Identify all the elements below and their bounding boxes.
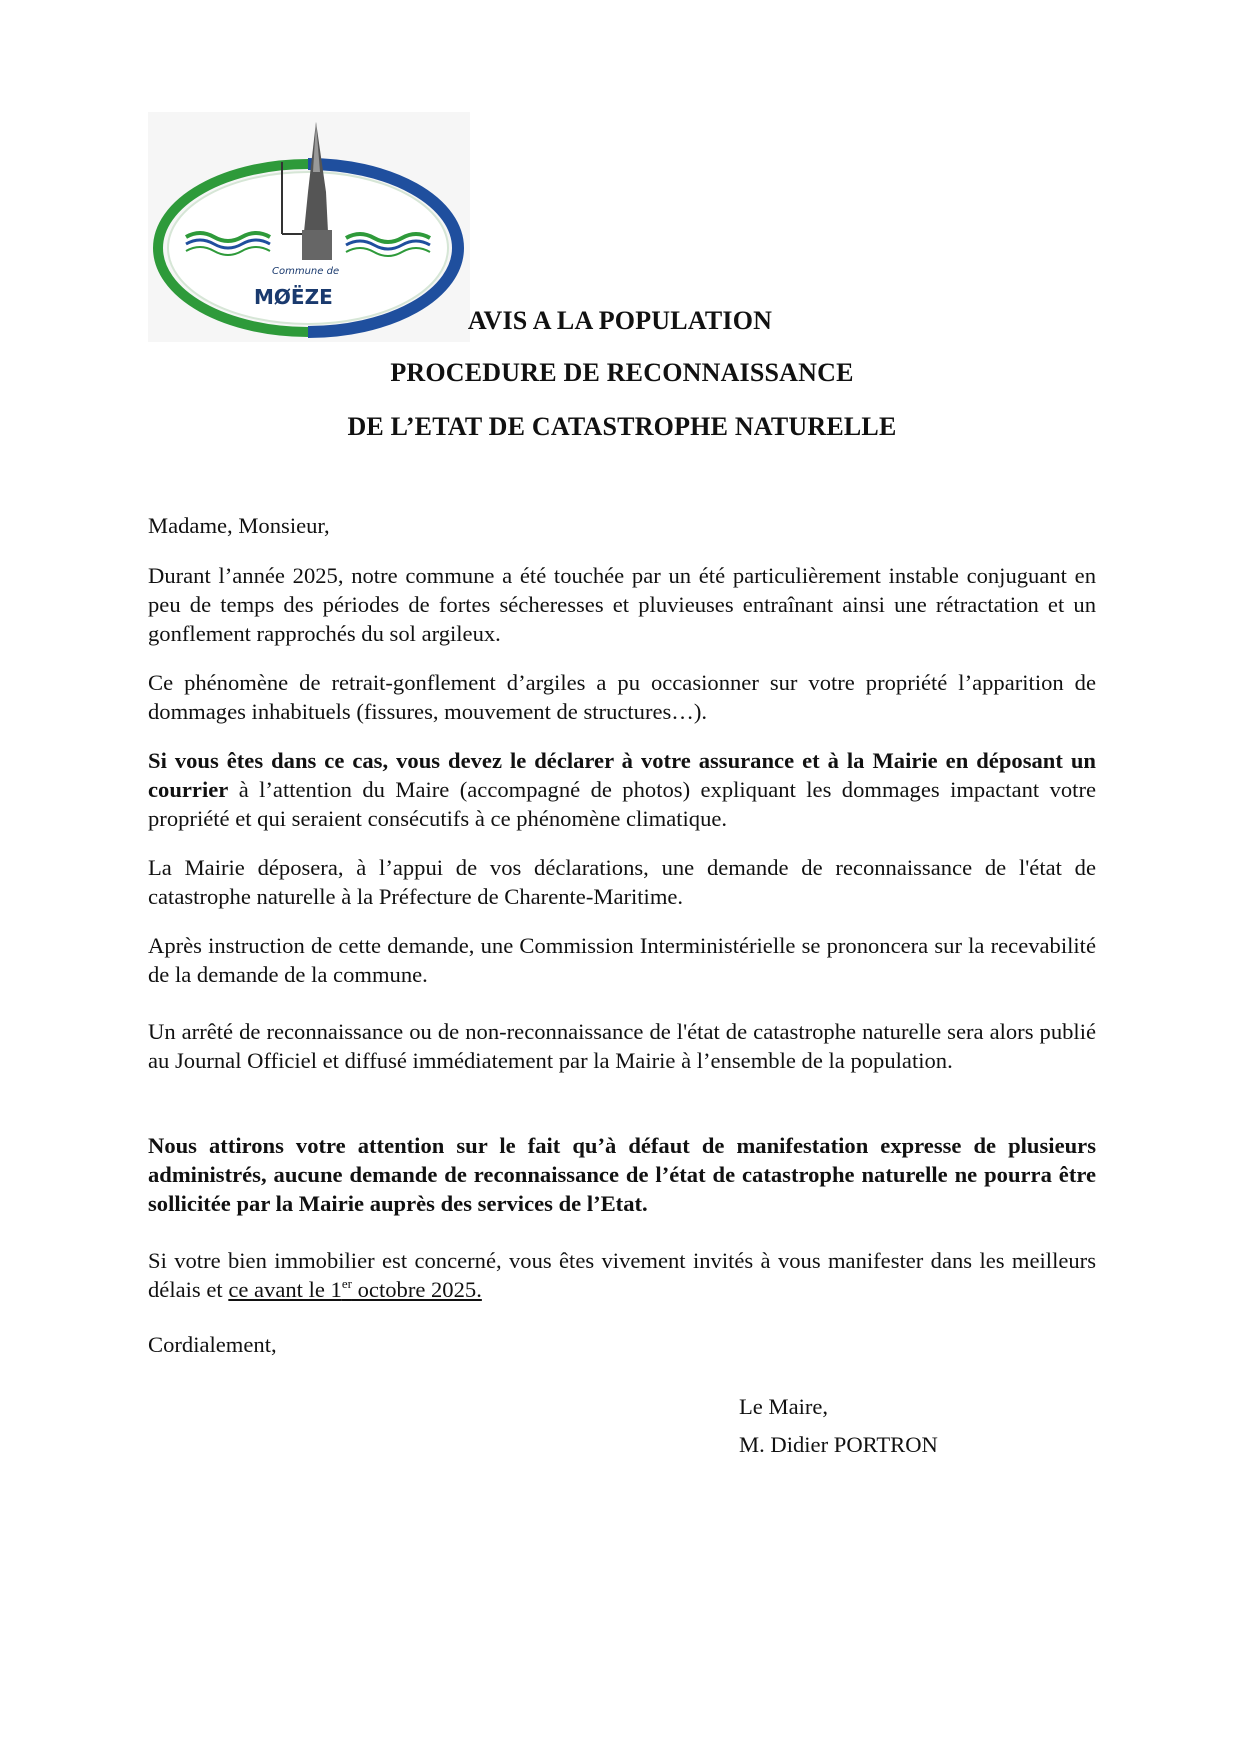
paragraph-7 [148, 1131, 1096, 1218]
logo-caption-top: Commune de [272, 266, 340, 277]
deadline-text [228, 1277, 482, 1302]
logo-caption-name: MØËZE [254, 285, 333, 309]
salutation: Madame, Monsieur, [148, 513, 330, 538]
paragraph-7-bold: Nous attirons votre attention sur le fait qu’à défaut de manifestation expresse de plusieurs administrés, aucune demande de reconnaissance de l’état de catastrophe naturelle ne pourra être sollicitée par la Mairie auprès des services de l’Etat. [148, 1133, 1096, 1216]
deadline-part-1: ce avant le 1 [228, 1277, 342, 1302]
title-line-2: PROCEDURE DE RECONNAISSANCE [390, 358, 854, 387]
title-line-3: DE L’ETAT DE CATASTROPHE NATURELLE [347, 412, 897, 441]
title-line-1: AVIS A LA POPULATION [467, 306, 773, 335]
paragraph-2: Ce phénomène de retrait-gonflement d’argiles a pu occasionner sur votre propriété l’apparition de dommages inhabituels (fissures, mouvement de structures…). [148, 670, 1096, 724]
paragraph-5: Après instruction de cette demande, une Commission Interministérielle se prononcera sur la recevabilité de la demande de la commune. [148, 933, 1096, 987]
deadline-part-2: octobre 2025. [351, 1277, 482, 1302]
paragraph-8-start: Si votre bien immobilier est concerné, vous êtes vivement invités à vous manifester dans les meilleurs délais et [148, 1248, 1096, 1302]
paragraph-3-rest: à l’attention du Maire (accompagné de photos) expliquant les dommages impactant votre propriété et qui seraient consécutifs à ce phénomène climatique. [148, 777, 1096, 831]
paragraph-3 [148, 746, 1096, 833]
paragraph-8 [148, 1246, 1096, 1304]
signature-name: M. Didier PORTRON [739, 1432, 938, 1457]
signature-role: Le Maire, [739, 1394, 829, 1419]
paragraph-6: Un arrêté de reconnaissance ou de non-reconnaissance de l'état de catastrophe naturelle sera alors publié au Journal Officiel et diffusé immédiatement par la Mairie à l’ensemble de la population. [148, 1019, 1096, 1073]
deadline-superscript: er [341, 1276, 352, 1291]
paragraph-3-bold: Si vous êtes dans ce cas, vous devez le déclarer à votre assurance et à la Mairie en déposant un courrier [148, 748, 1096, 802]
paragraph-4: La Mairie déposera, à l’appui de vos déclarations, une demande de reconnaissance de l'état de catastrophe naturelle à la Préfecture de Charente-Maritime. [148, 855, 1096, 909]
closing: Cordialement, [148, 1332, 277, 1357]
paragraph-1: Durant l’année 2025, notre commune a été touchée par un été particulièrement instable conjuguant en peu de temps des périodes de fortes sécheresses et pluvieuses entraînant ainsi une rétractation et un gonflement rapprochés du sol argileux. [148, 563, 1096, 646]
